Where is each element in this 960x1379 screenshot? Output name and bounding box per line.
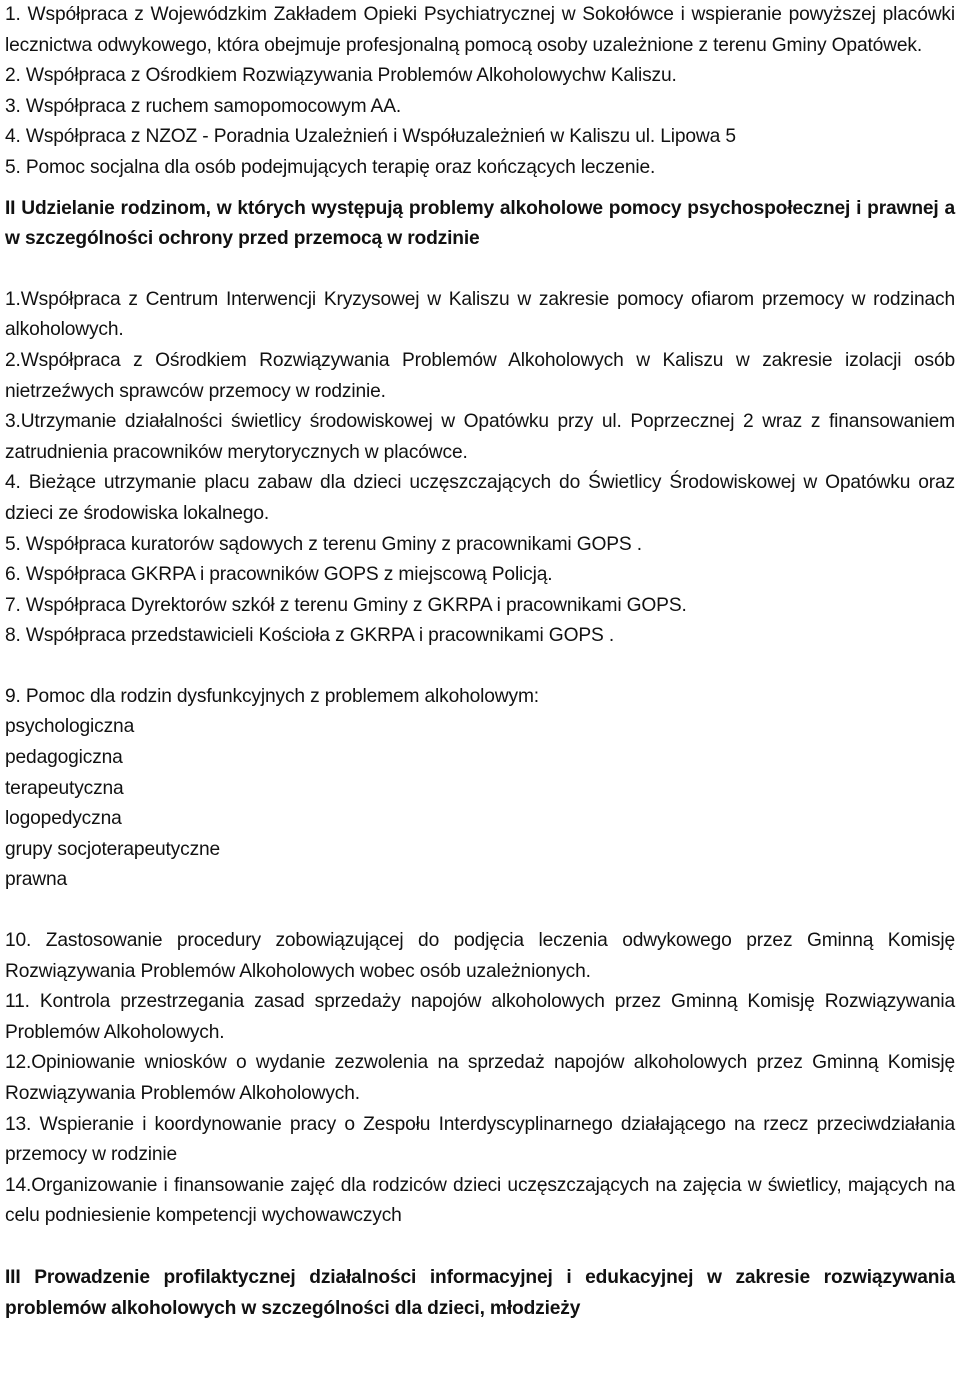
list-item: 12.Opiniowanie wniosków o wydanie zezwolenia na sprzedaż napojów alkoholowych przez Gminną Komisję Rozwiązywania Problemów Alkoholowych.: [5, 1052, 955, 1104]
list-item: 1. Współpraca z Wojewódzkim Zakładem Opieki Psychiatrycznej w Sokołówce i wspieranie powyższej placówki lecznictwa odwykowego, która obejmuje profesjonalną pomocą osoby uzależnione z terenu Gminy Opatówek.: [5, 4, 955, 56]
section-heading-ii: II Udzielanie rodzinom, w których występują problemy alkoholowe pomocy psychospołecznej i prawnej a w szczególności ochrony przed przemocą w rodzinie: [5, 197, 955, 250]
list-item: 5. Współpraca kuratorów sądowych z terenu Gminy z pracownikami GOPS .: [5, 533, 642, 555]
spacer: [5, 652, 955, 682]
list-item: 3. Współpraca z ruchem samopomocowym AA.: [5, 95, 402, 117]
list-item: 11. Kontrola przestrzegania zasad sprzedaży napojów alkoholowych przez Gminną Komisję Rozwiązywania Problemów Alkoholowych.: [5, 991, 955, 1043]
list-item: 10. Zastosowanie procedury zobowiązującej do podjęcia leczenia odwykowego przez Gminną Komisję Rozwiązywania Problemów Alkoholowych wobec osób uzależnionych.: [5, 930, 955, 982]
help-type-item: pedagogiczna: [5, 747, 123, 769]
help-title: 9. Pomoc dla rodzin dysfunkcyjnych z problemem alkoholowym:: [5, 685, 539, 707]
help-type-item: logopedyczna: [5, 808, 122, 830]
list-item: 2.Współpraca z Ośrodkiem Rozwiązywania Problemów Alkoholowych w Kaliszu w zakresie izolacji osób nietrzeźwych sprawców przemocy w rodzinie.: [5, 349, 955, 402]
spacer: [5, 255, 955, 285]
list-item: 7. Współpraca Dyrektorów szkół z terenu Gminy z GKRPA i pracownikami GOPS.: [5, 594, 687, 616]
list-item: 2. Współpraca z Ośrodkiem Rozwiązywania Problemów Alkoholowychw Kaliszu.: [5, 65, 677, 87]
spacer: [5, 1232, 955, 1263]
list-item: 14.Organizowanie i finansowanie zajęć dla rodziców dzieci uczęszczających na zajęcia w świetlicy, mających na celu podniesienie kompetencji wychowawczych: [5, 1174, 955, 1227]
list-item: 1.Współpraca z Centrum Interwencji Kryzysowej w Kaliszu w zakresie pomocy ofiarom przemocy w rodzinach alkoholowych.: [5, 288, 955, 341]
document-page: [5, 0, 955, 1324]
help-type-item: psychologiczna: [5, 716, 135, 738]
list-item: 5. Pomoc socjalna dla osób podejmujących terapię oraz kończących leczenie.: [5, 156, 656, 178]
help-type-item: prawna: [5, 869, 68, 891]
list-item: 8. Współpraca przedstawicieli Kościoła z GKRPA i pracownikami GOPS .: [5, 625, 614, 647]
spacer: [5, 896, 955, 926]
list-item: 6. Współpraca GKRPA i pracowników GOPS z miejscową Policją.: [5, 564, 553, 586]
spacer: [5, 184, 955, 194]
list-item: 13. Wspieranie i koordynowanie pracy o Zespołu Interdyscyplinarnego działającego na rzecz przeciwdziałania przemocy w rodzinie: [5, 1113, 955, 1166]
list-item: 4. Bieżące utrzymanie placu zabaw dla dzieci uczęszczających do Świetlicy Środowiskowej w Opatówku oraz dzieci ze środowiska lokalnego.: [5, 472, 955, 524]
list-item: 4. Współpraca z NZOZ - Poradnia Uzależnień i Współuzależnień w Kaliszu ul. Lipowa 5: [5, 126, 736, 148]
section-heading-iii: III Prowadzenie profilaktycznej działalności informacyjnej i edukacyjnej w zakresie rozwiązywania problemów alkoholowych w szczególności dla dzieci, młodzieży: [5, 1266, 955, 1319]
list-item: 3.Utrzymanie działalności świetlicy środowiskowej w Opatówku przy ul. Poprzecznej 2 wraz z finansowaniem zatrudnienia pracowników merytorycznych w placówce.: [5, 411, 955, 463]
help-type-item: terapeutyczna: [5, 777, 124, 799]
help-type-item: grupy socjoterapeutyczne: [5, 838, 221, 860]
